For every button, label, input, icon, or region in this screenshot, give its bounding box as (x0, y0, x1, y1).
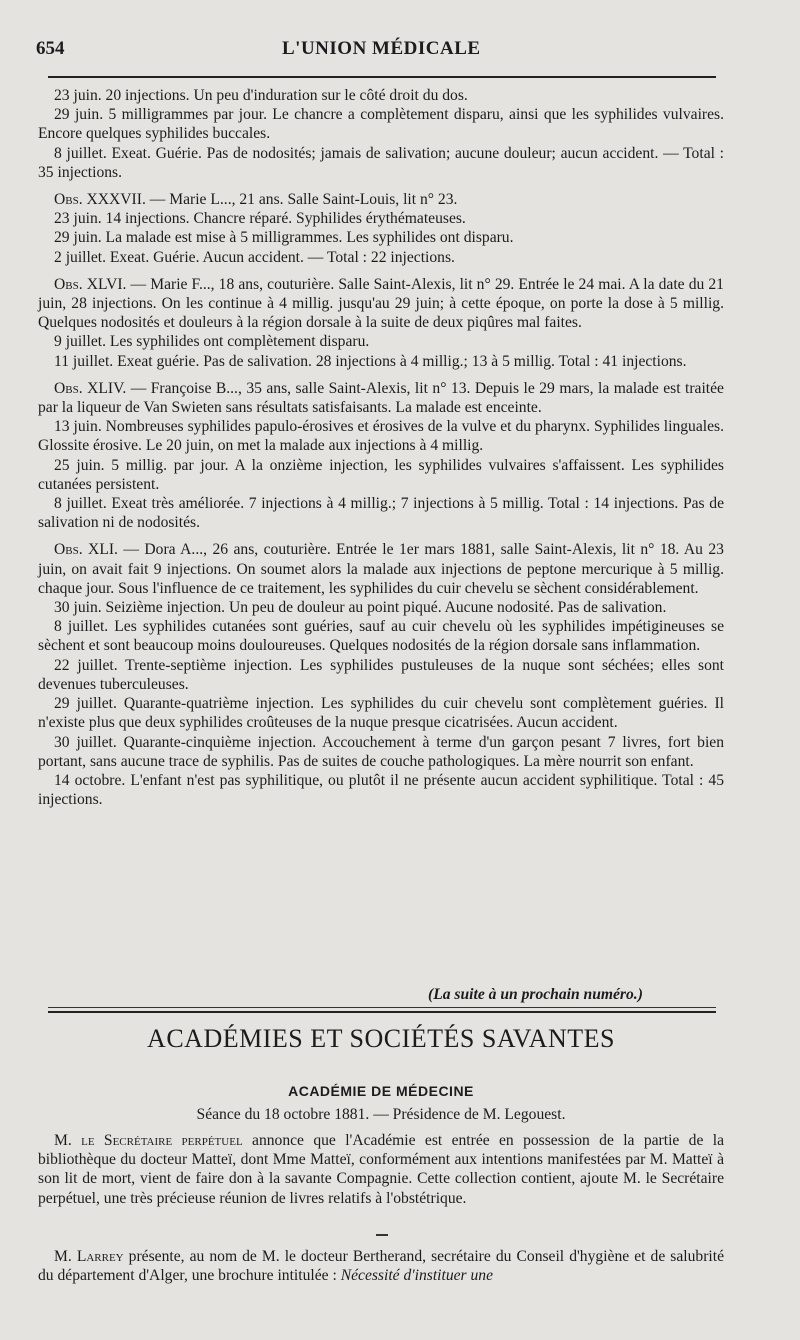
continuation-note: (La suite à un prochain numéro.) (428, 986, 643, 1003)
observation-xxxvii (38, 190, 724, 209)
paragraph: 13 juin. Nombreuses syphilides papulo-érosives et érosives de la vulve et du pharynx. Syphilides linguales. Glossite érosive. Le 20 juin, on met la malade aux injections à 4 millig. (38, 418, 724, 455)
paragraph: 8 juillet. Exeat. Guérie. Pas de nodosités; jamais de salivation; aucune douleur; aucun accident. — Total : 35 injections. (38, 144, 724, 181)
paragraph: 30 juin. Seizième injection. Un peu de douleur au point piqué. Aucune nodosité. Pas de salivation. (54, 599, 667, 617)
paragraph: 14 octobre. L'enfant n'est pas syphilitique, ou plutôt il ne présente aucun accident syphilitique. Total : 45 injections. (38, 771, 724, 809)
speaker-label: M. Larrey (54, 1248, 124, 1265)
observation-text: — Françoise B..., 35 ans, salle Saint-Alexis, lit n° 13. Depuis le 29 mars, la malade est traitée par la liqueur de Van Swieten sans résultats satisfaisants. La malade est enceinte. (38, 379, 724, 417)
brochure-title: Nécessité d'instituer une (340, 1267, 494, 1285)
observation-xli (38, 540, 724, 598)
seance-line: Séance du 18 octobre 1881. — Présidence de M. Legouest. (196, 1106, 566, 1123)
paragraph: 8 juillet. Les syphilides cutanées sont guéries, sauf au cuir chevelu où les syphilides impétigineuses se sèchent et sont beaucoup moins douloureuses. Quelques nodosités de la région dorsale sans inflammation. (38, 618, 724, 655)
section-title: ACADÉMIES ET SOCIÉTÉS SAVANTES (147, 1024, 615, 1053)
larrey-paragraph (38, 1247, 724, 1285)
observation-label: Obs. XLVI. (54, 275, 127, 293)
paragraph: 8 juillet. Exeat très améliorée. 7 injections à 4 millig.; 7 injections à 5 millig. Total : 14 injections. Pas de salivation ni de nodosités. (38, 495, 724, 532)
paragraph: 25 juin. 5 millig. par jour. A la onzième injection, les syphilides vulvaires s'affaissent. Les syphilides cutanées persistent. (38, 456, 724, 493)
observation-xlvi (38, 275, 724, 333)
section-rule-thick (48, 1011, 716, 1013)
observation-label: Obs. XLIV. (54, 379, 127, 397)
page-number: 654 (36, 38, 65, 59)
paragraph: 23 juin. 20 injections. Un peu d'induration sur le côté droit du dos. (54, 87, 468, 104)
paragraph: 2 juillet. Exeat. Guérie. Aucun accident. — Total : 22 injections. (54, 248, 455, 266)
academy-heading: ACADÉMIE DE MÉDECINE (288, 1083, 474, 1099)
observation-label: Obs. XLI. (54, 541, 118, 559)
observation-text: — Marie L..., 21 ans. Salle Saint-Louis, lit n° 23. (145, 191, 458, 209)
speaker-text: présente, au nom de M. le docteur Bertherand, secrétaire du Conseil d'hygiène et de salubrité du département d'Alger, une brochure intitulée : (38, 1248, 724, 1285)
paragraph: 29 juin. La malade est mise à 5 milligrammes. Les syphilides ont disparu. (54, 229, 514, 247)
paragraph: 29 juillet. Quarante-quatrième injection. Les syphilides du cuir chevelu sont complètement guéries. Il n'existe plus que deux syphilides croûteuses de la nuque presque cicatrisées. Aucun accident. (38, 695, 724, 732)
paragraph: 9 juillet. Les syphilides ont complètement disparu. (54, 333, 370, 351)
observation-xliv (38, 379, 724, 417)
observation-text: — Marie F..., 18 ans, couturière. Salle Saint-Alexis, lit n° 29. Entrée le 24 mai. A la date du 21 juin, 28 injections. On les continue à 4 millig. jusqu'au 29 juin; à cette époque, on porte la dose à 5 millig. Quelques nodosités et douleurs à la région dorsale à la suite de deux piqûres mal faites. (38, 275, 724, 332)
secretaire-paragraph (38, 1131, 724, 1208)
paragraph: 22 juillet. Trente-septième injection. Les syphilides pustuleuses de la nuque sont séchées; elles sont devenues tuberculeuses. (38, 656, 724, 693)
observation-text: — Dora A..., 26 ans, couturière. Entrée le 1er mars 1881, salle Saint-Alexis, lit n° 18. Au 23 juin, on avait fait 9 injections. On soumet alors la malade aux injections de peptone mercurique à 5 millig. chaque jour. Sous l'influence de ce traitement, les syphilides du cuir chevelu se sèchent considérablement. (38, 541, 724, 597)
paragraph: 11 juillet. Exeat guérie. Pas de salivation. 28 injections à 4 millig.; 13 à 5 millig. Total : 41 injections. (54, 352, 687, 370)
paragraph: 30 juillet. Quarante-cinquième injection. Accouchement à terme d'un garçon pesant 7 livres, fort bien portant, sans aucune trace de syphilis. Pas de suites de couche pathologiques. La mère nourrit son enfant. (38, 733, 724, 770)
separator-dash (376, 1234, 388, 1236)
section-rule-thin (48, 1007, 716, 1008)
speaker-label: M. le Secrétaire perpétuel (54, 1132, 243, 1149)
observation-label: Obs. XXXVII. (54, 191, 146, 209)
paragraph: 29 juin. 5 milligrammes par jour. Le chancre a complètement disparu, ainsi que les syphilides vulvaires. Encore quelques syphilides buccales. (38, 106, 724, 143)
main-text (38, 86, 724, 809)
journal-title: L'UNION MÉDICALE (282, 38, 481, 59)
header-rule (48, 76, 716, 78)
page-header (36, 38, 716, 68)
speaker-text: annonce que l'Académie est entrée en possession de la partie de la bibliothèque du docteur Matteï, dont Mme Matteï, conformément aux intentions manifestées par M. Matteï à son lit de mort, vient de faire don à la savante Compagnie. Cette collection contient, ajoute M. le Secrétaire perpétuel, une très précieuse réunion de livres relatifs à l'obstétrique. (38, 1132, 724, 1207)
paragraph: 23 juin. 14 injections. Chancre réparé. Syphilides érythémateuses. (54, 210, 466, 228)
